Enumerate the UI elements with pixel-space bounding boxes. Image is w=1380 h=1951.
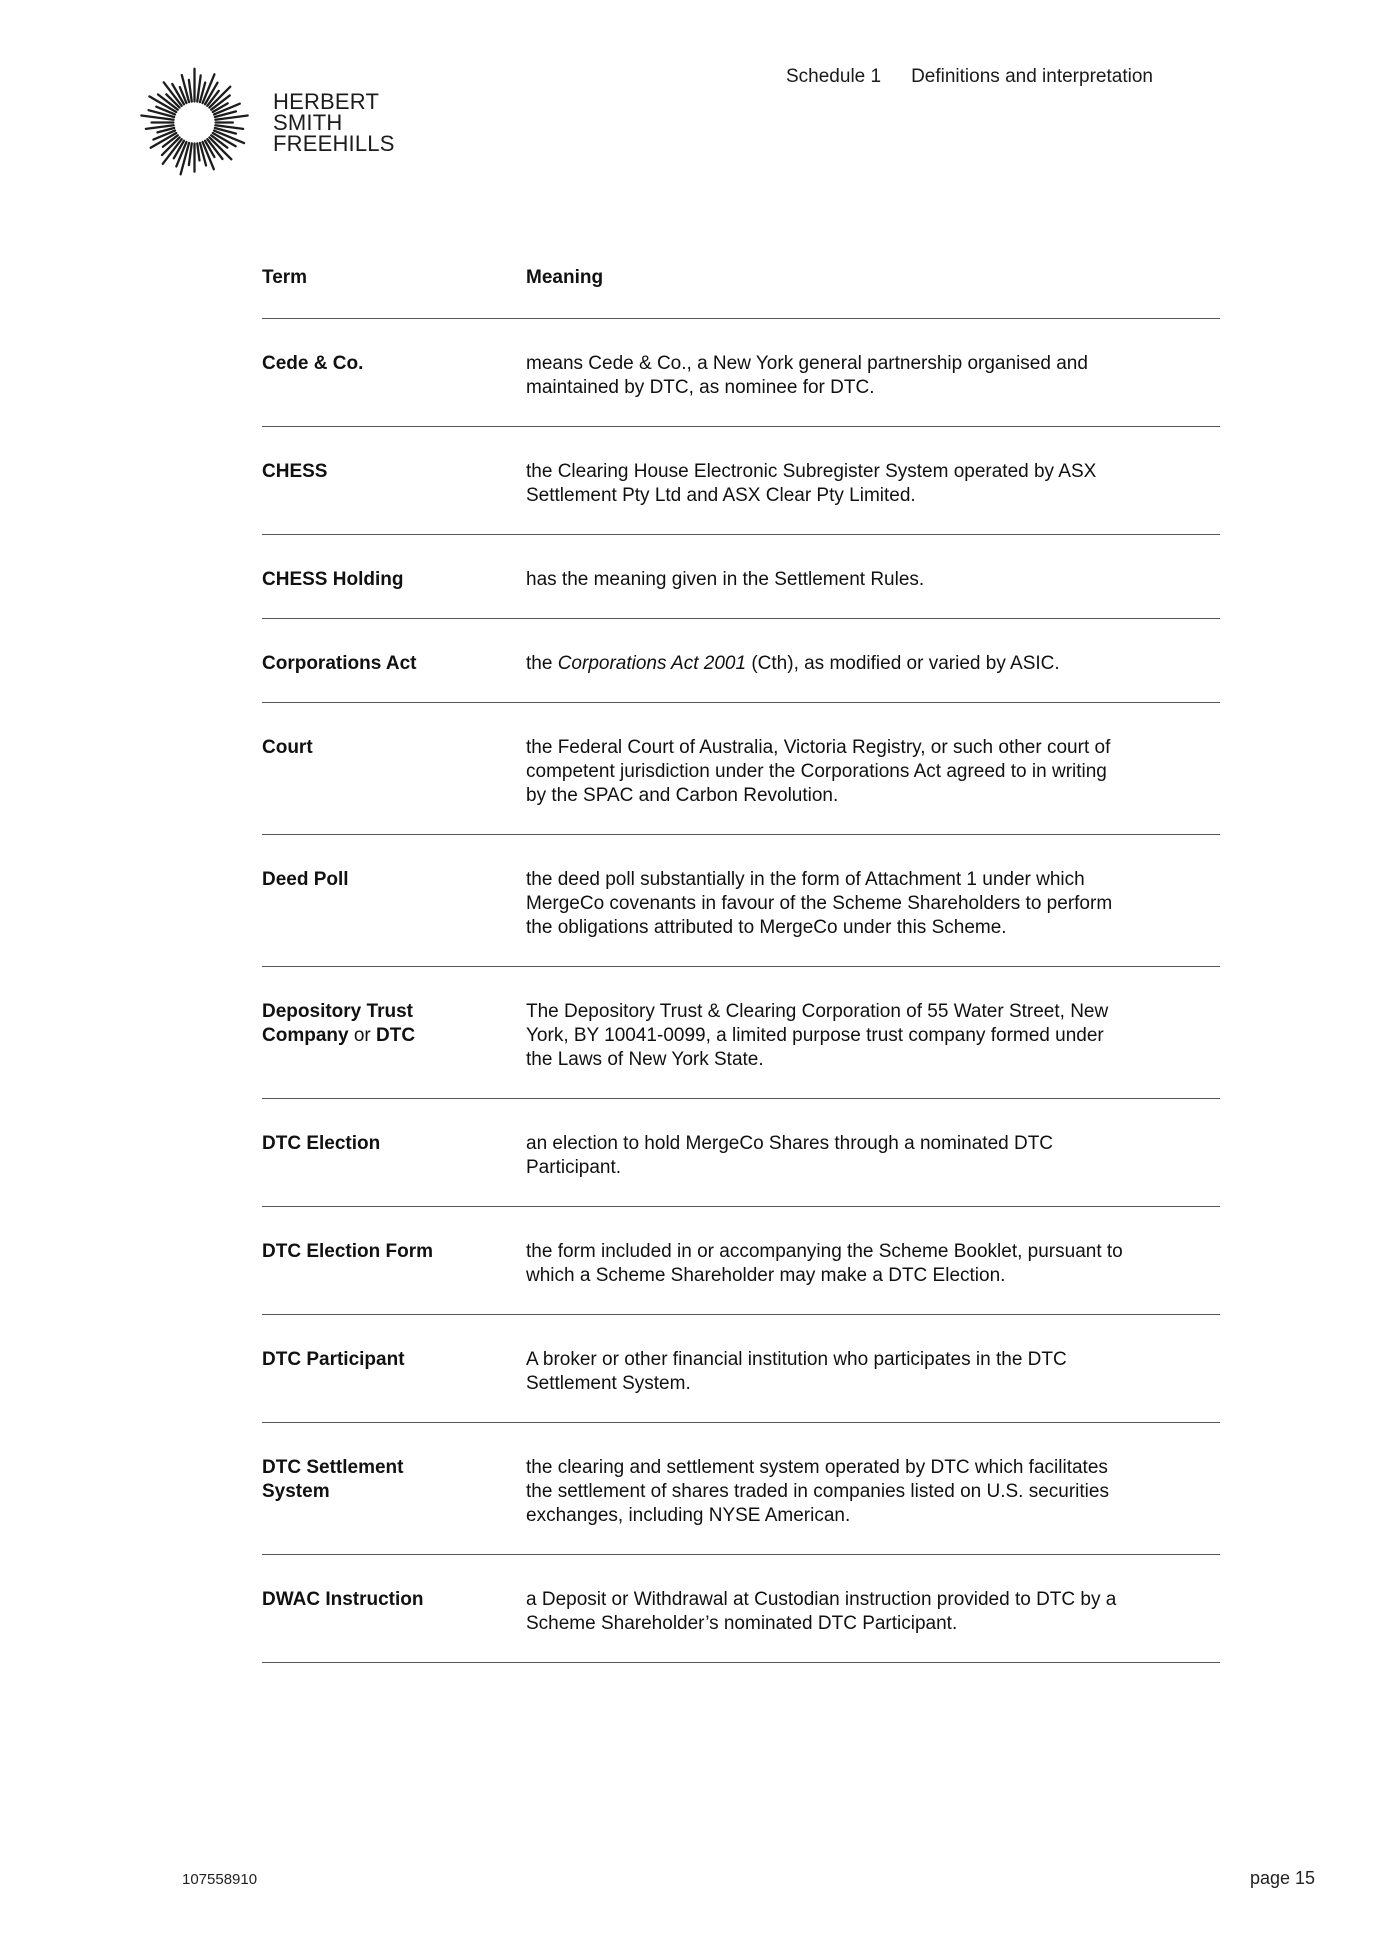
meaning-line: competent jurisdiction under the Corporations Act agreed to in writing	[526, 761, 1107, 782]
logo-ray	[189, 80, 192, 102]
meaning-text: (Cth), as modified or varied by ASIC.	[746, 653, 1060, 674]
term-connector: or	[348, 1025, 377, 1046]
definitions-table	[262, 258, 1220, 1663]
term-cell: Corporations Act	[262, 653, 417, 674]
table-row	[262, 619, 1220, 703]
table-row	[262, 319, 1220, 427]
meaning-line: the deed poll substantially in the form of Attachment 1 under which	[526, 869, 1085, 890]
table-row	[262, 1555, 1220, 1663]
meaning-line: the Clearing House Electronic Subregister System operated by ASX	[526, 461, 1097, 482]
meaning-line: means Cede & Co., a New York general partnership organised and	[526, 353, 1088, 374]
term-cell: DTC Election Form	[262, 1241, 434, 1262]
table-header	[262, 258, 1220, 319]
meaning-line: Settlement Pty Ltd and ASX Clear Pty Limited.	[526, 485, 916, 506]
schedule-label: Schedule 1	[786, 66, 882, 87]
meaning-line: The Depository Trust & Clearing Corporation of 55 Water Street, New	[526, 1001, 1109, 1022]
meaning-cell	[526, 352, 1220, 400]
firm-name-line-2: SMITH	[273, 110, 343, 135]
meaning-line: the obligations attributed to MergeCo under this Scheme.	[526, 917, 1007, 938]
meaning-line: Settlement System.	[526, 1373, 691, 1394]
meaning-line: which a Scheme Shareholder may make a DTC Election.	[526, 1265, 1006, 1286]
meaning-line: a Deposit or Withdrawal at Custodian instruction provided to DTC by a	[526, 1589, 1117, 1610]
firm-name	[273, 91, 395, 154]
column-header-term: Term	[262, 267, 308, 288]
meaning-cell	[526, 1588, 1220, 1636]
table-row	[262, 535, 1220, 619]
table-row	[262, 967, 1220, 1099]
meaning-cell	[526, 568, 1220, 592]
term-cell	[262, 1456, 526, 1528]
document-number: 107558910	[182, 1871, 258, 1888]
meaning-cell	[526, 460, 1220, 508]
term-cell: Deed Poll	[262, 869, 349, 890]
meaning-line: Scheme Shareholder’s nominated DTC Participant.	[526, 1613, 958, 1634]
meaning-line: maintained by DTC, as nominee for DTC.	[526, 377, 875, 398]
meaning-cell	[526, 1000, 1220, 1072]
meaning-cell	[526, 652, 1220, 676]
meaning-line: has the meaning given in the Settlement Rules.	[526, 569, 925, 590]
meaning-line	[526, 652, 1200, 676]
meaning-line: the form included in or accompanying the Scheme Booklet, pursuant to	[526, 1241, 1123, 1262]
meaning-line: A broker or other financial institution who participates in the DTC	[526, 1349, 1067, 1370]
term-line: System	[262, 1481, 330, 1502]
meaning-line: York, BY 10041-0099, a limited purpose trust company formed under	[526, 1025, 1104, 1046]
meaning-cell	[526, 1132, 1220, 1180]
meaning-line: by the SPAC and Carbon Revolution.	[526, 785, 839, 806]
term-cell: CHESS	[262, 461, 328, 482]
column-header-meaning: Meaning	[526, 267, 604, 288]
term-line: DTC Settlement	[262, 1457, 404, 1478]
term-cell	[262, 1000, 526, 1072]
meaning-line: the Laws of New York State.	[526, 1049, 764, 1070]
term-line	[262, 1024, 526, 1048]
meaning-cell	[526, 868, 1220, 940]
firm-name-line-1: HERBERT	[273, 89, 380, 114]
meaning-line: the settlement of shares traded in companies listed on U.S. securities	[526, 1481, 1109, 1502]
meaning-text: the	[526, 653, 558, 674]
meaning-line: exchanges, including NYSE American.	[526, 1505, 851, 1526]
meaning-line: an election to hold MergeCo Shares through a nominated DTC	[526, 1133, 1054, 1154]
table-row	[262, 1423, 1220, 1555]
term-cell: DTC Election	[262, 1133, 381, 1154]
page-number: page 15	[1250, 1868, 1316, 1888]
table-row	[262, 1207, 1220, 1315]
meaning-cell	[526, 1240, 1220, 1288]
term-cell: CHESS Holding	[262, 569, 404, 590]
table-row	[262, 703, 1220, 835]
table-row	[262, 835, 1220, 967]
term-cell: Cede & Co.	[262, 353, 364, 374]
term-text: DTC	[376, 1025, 416, 1046]
meaning-line: Participant.	[526, 1157, 622, 1178]
sunburst-logo-icon	[137, 65, 252, 180]
table-row	[262, 1315, 1220, 1423]
term-cell: DTC Participant	[262, 1349, 405, 1370]
logo-ray	[189, 143, 192, 165]
firm-name-line-3: FREEHILLS	[273, 131, 395, 156]
running-header	[786, 66, 1153, 88]
logo-ray	[197, 143, 199, 160]
term-text: Company	[262, 1025, 349, 1046]
meaning-line: the clearing and settlement system operated by DTC which facilitates	[526, 1457, 1108, 1478]
firm-logo	[137, 65, 417, 185]
statute-title: Corporations Act 2001	[557, 653, 747, 674]
section-title: Definitions and interpretation	[911, 66, 1153, 87]
term-cell: Court	[262, 737, 313, 758]
table-row	[262, 427, 1220, 535]
meaning-line: MergeCo covenants in favour of the Scheme Shareholders to perform	[526, 893, 1113, 914]
meaning-cell	[526, 736, 1220, 808]
meaning-cell	[526, 1348, 1220, 1396]
table-row	[262, 1099, 1220, 1207]
term-cell: DWAC Instruction	[262, 1589, 424, 1610]
term-line: Depository Trust	[262, 1001, 413, 1022]
meaning-line: the Federal Court of Australia, Victoria Registry, or such other court of	[526, 737, 1111, 758]
meaning-cell	[526, 1456, 1220, 1528]
